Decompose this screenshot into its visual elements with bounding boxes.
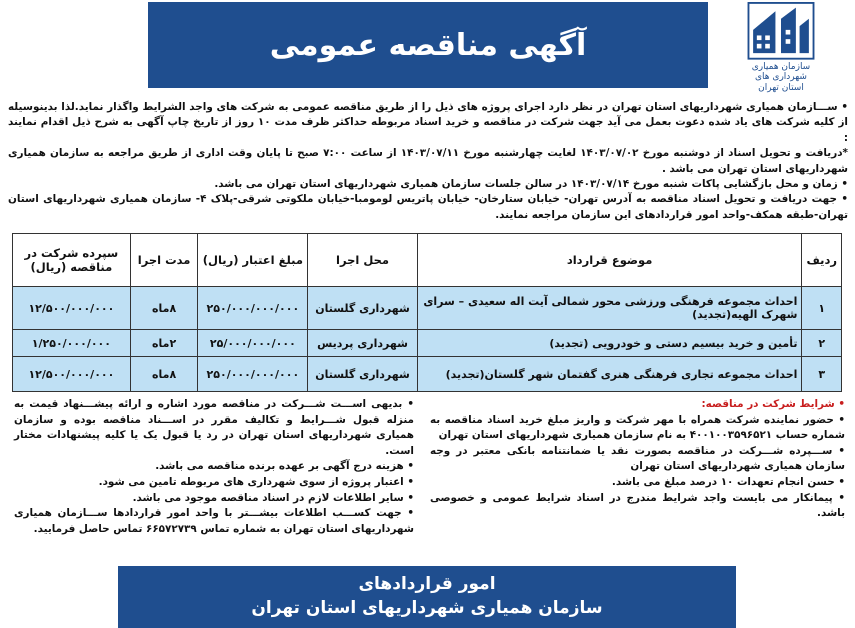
footer-line-1: امور قراردادهای: [358, 574, 496, 594]
col-header-deposit: سپرده شرکت در مناقصه (ریال): [13, 234, 131, 287]
footer-banner: [118, 566, 736, 628]
cell-subject: احداث مجموعه فرهنگی ورزشی محور شمالی آیت اله سعیدی – سرای شهرک الهیه(تجدید): [417, 287, 802, 330]
condition-item: • اعتبار پروژه از سوی شهرداری های مربوطه تامین می شود.: [98, 475, 414, 488]
cell-subject: تأمین و خرید بیسیم دستی و خودرویی (تجدید): [417, 330, 802, 357]
conditions-title: • شرایط شرکت در مناقصه:: [701, 398, 845, 410]
col-header-location: محل اجرا: [308, 234, 417, 287]
intro-paragraph-2: *دریافت و تحویل اسناد از دوشنبه مورخ ۱۴۰۳/۰۷/۰۲ لغایت چهارشنبه مورخ ۱۴۰۳/۰۷/۱۱ از ساعت ۷:۰۰ صبح تا پایان وقت اداری از طریق مراجعه به سازمان همیاری شهرداریهای استان تهران می باشد .: [8, 147, 848, 175]
tender-table: [12, 233, 842, 392]
condition-item: • هزینه درج آگهی بر عهده برنده مناقصه می باشد.: [155, 460, 414, 473]
intro-paragraph-4: • جهت دریافت و تحویل اسناد مناقصه به آدرس تهران- خیابان ستارخان- خیابان پاتریس لومومبا-خیابان ملکوتی شرقی-پلاک ۴- سازمان همیاری شهرداریهای استان تهران-طبقه همکف-واحد امور قراردادهای این سازمان مراجعه نمایند.: [8, 193, 848, 221]
conditions-right-column: [430, 397, 845, 522]
cell-subject: احداث مجموعه تجاری فرهنگی هنری گفتمان شهر گلستان(تجدید): [417, 357, 802, 392]
cell-location: شهرداری پردیس: [308, 330, 417, 357]
cell-deposit: ۱۲/۵۰۰/۰۰۰/۰۰۰: [13, 357, 131, 392]
condition-item: • ســـپرده شـــرکت در مناقصه بصورت نقد یا ضمانتنامه بانکی معتبر در وجه سازمان همیاری شهرداریهای استان تهران: [430, 444, 845, 473]
condition-item: • پیمانکار می بایست واجد شرایط مندرج در اسناد شرایط عمومی و خصوصی باشد.: [430, 491, 845, 520]
condition-item: • حسن انجام تعهدات ۱۰ درصد مبلغ می باشد.: [611, 475, 845, 488]
col-header-row-number: ردیف: [802, 234, 842, 287]
col-header-budget: مبلغ اعتبار (ریال): [198, 234, 308, 287]
cell-deposit: ۱/۲۵۰/۰۰۰/۰۰۰: [13, 330, 131, 357]
logo-caption-line-1: سازمان همیاری شهرداری های: [751, 61, 811, 83]
cell-row-number: ۲: [802, 330, 842, 357]
intro-paragraph-3: • زمان و محل بازگشایی پاکات شنبه مورخ ۱۴۰۳/۰۷/۱۴ در سالن جلسات سازمان همیاری شهرداریهای استان تهران می باشد.: [214, 178, 848, 191]
cell-duration: ۲ماه: [130, 330, 198, 357]
condition-item: • بدیهی اســـت شـــرکت در مناقصه مورد اشاره و ارائه پیشـــنهاد قیمت به منزله قبول شـــرایط و تکالیف مقرر در اســـناد مناقصه بوده و سازمان همیاری شهرداریهای استان تهران در رد یا قبول یک یا کلیه پیشنهادات مختار است.: [14, 398, 414, 457]
intro-paragraph-1: • ســـازمان همیاری شهرداریهای استان تهران در نظر دارد اجرای پروژه های ذیل را از طریق مناقصه عمومی به شرکت های واجد الشرایط واگذار نماید.لذا بدینوسیله از کلیه شرکت های یاد شده دعوت بعمل می آید جهت شرکت در مناقصه و خرید اسناد مربوطه حداکثر ظرف مدت ۱۰ روز از تاریخ چاپ آگهی به شرح ذیل اقدام نمایند :: [8, 101, 848, 144]
building-logo-icon: [745, 2, 817, 60]
table-row: [13, 330, 842, 357]
cell-duration: ۸ماه: [130, 357, 198, 392]
cell-deposit: ۱۲/۵۰۰/۰۰۰/۰۰۰: [13, 287, 131, 330]
col-header-subject: موضوع قرارداد: [417, 234, 802, 287]
table-row: [13, 357, 842, 392]
cell-location: شهرداری گلستان: [308, 287, 417, 330]
logo-caption: [735, 62, 827, 94]
condition-item: • حضور نماینده شرکت همراه با مهر شرکت و واریز مبلغ خرید اسناد مناقصه به شماره حساب ۴۰۰۱۰۰۳۵۹۶۵۲۱ به نام سازمان همیاری شهرداریهای استان تهران: [430, 413, 845, 442]
page-title: آگهی مناقصه عمومی: [148, 2, 708, 88]
table-header-row: [13, 234, 842, 287]
conditions-left-column: [14, 397, 414, 537]
intro-section: [8, 100, 848, 223]
footer-line-2: سازمان همیاری شهرداریهای استان تهران: [251, 598, 603, 618]
condition-item: • سایر اطلاعات لازم در اسناد مناقصه موجود می باشد.: [132, 491, 414, 504]
cell-row-number: ۳: [802, 357, 842, 392]
col-header-duration: مدت اجرا: [130, 234, 198, 287]
cell-duration: ۸ماه: [130, 287, 198, 330]
cell-budget: ۲۵۰/۰۰۰/۰۰۰/۰۰۰: [198, 357, 308, 392]
cell-budget: ۲۵۰/۰۰۰/۰۰۰/۰۰۰: [198, 287, 308, 330]
cell-row-number: ۱: [802, 287, 842, 330]
cell-budget: ۲۵/۰۰۰/۰۰۰/۰۰۰: [198, 330, 308, 357]
table-row: [13, 287, 842, 330]
organization-logo: [735, 2, 827, 94]
cell-location: شهرداری گلستان: [308, 357, 417, 392]
condition-item: • جهت کســـب اطلاعات بیشـــتر با واحد امور قراردادها ســـازمان همیاری شهرداریهای استان تهران به شماره تماس ۶۶۵۷۲۷۳۹ تماس حاصل فرمایید.: [14, 507, 414, 535]
logo-caption-line-2: استان تهران: [758, 83, 804, 94]
